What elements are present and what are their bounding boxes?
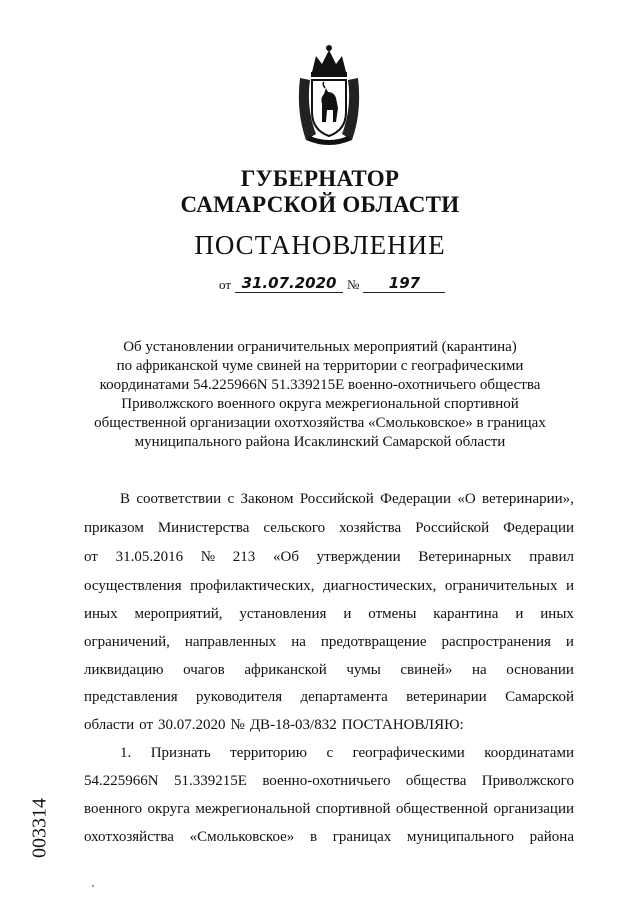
body-word: сельского	[263, 520, 326, 536]
body-line	[84, 548, 574, 567]
title-line: Об установлении ограничительных мероприятий (карантина)	[123, 339, 517, 355]
body-line	[84, 633, 574, 652]
body-line	[84, 577, 574, 596]
body-word: департамента	[300, 689, 388, 705]
body-word: района	[529, 829, 574, 845]
body-word: ДВ-18-03/832	[249, 717, 337, 733]
body-word: свиней»	[400, 662, 453, 678]
body-line	[84, 800, 574, 819]
body-word: утверждении	[316, 549, 401, 565]
title-line: Приволжского военного округа межрегиональной спортивной	[121, 396, 519, 412]
body-word: руководителя	[196, 689, 283, 705]
body-word: Признать	[150, 745, 211, 761]
body-line	[120, 490, 574, 509]
body-word: ПОСТАНОВЛЯЮ:	[341, 717, 464, 733]
body-word: Российской	[299, 491, 374, 507]
body-word: области	[84, 717, 135, 733]
title-line: муниципального района Исаклинский Самарской области	[134, 434, 506, 450]
body-word: общественной	[395, 801, 489, 817]
body-word: установления	[239, 606, 327, 622]
body-word: от	[139, 717, 154, 733]
body-line	[84, 772, 574, 791]
body-word: осуществления	[84, 578, 182, 594]
body-word: «О	[457, 491, 476, 507]
body-word: Министерства	[157, 520, 250, 536]
body-word: «Смольковское»	[189, 829, 295, 845]
body-word: Самарской	[505, 689, 574, 705]
body-word: правил	[529, 549, 574, 565]
body-word: 51.339215E	[174, 773, 247, 789]
body-word: иных	[84, 606, 118, 622]
body-word: на	[471, 662, 487, 678]
body-word: предотвращение	[320, 634, 427, 650]
date-number-line	[215, 275, 445, 293]
body-line	[84, 688, 574, 707]
body-word: Федерации	[503, 520, 574, 536]
body-word: координатами	[484, 745, 574, 761]
body-line	[84, 828, 574, 847]
scan-speck	[92, 885, 94, 887]
coat-of-arms-emblem	[292, 42, 366, 150]
title-line: по африканской чуме свиней на территории с географическими	[116, 358, 524, 374]
registration-number-text: 003314	[28, 798, 51, 858]
body-word: представления	[84, 689, 178, 705]
body-word: мероприятий,	[134, 606, 223, 622]
body-word: с	[326, 745, 334, 761]
body-word: В	[120, 491, 131, 507]
body-word: 31.05.2016	[115, 549, 184, 565]
document-type: ПОСТАНОВЛЕНИЕ	[194, 230, 446, 260]
body-word: «Об	[272, 549, 299, 565]
body-word: в	[309, 829, 318, 845]
body-word: общества	[405, 773, 467, 789]
body-word: округа	[147, 801, 190, 817]
body-word: диагностических,	[322, 578, 437, 594]
body-word: 30.07.2020	[158, 717, 226, 733]
body-word: от	[84, 549, 98, 565]
body-word: Федерации	[380, 491, 451, 507]
body-word: ликвидацию	[84, 662, 164, 678]
body-word: чумы	[346, 662, 381, 678]
title-line: общественной организации охотхозяйства «Смольковское» в границах	[94, 415, 546, 431]
body-word: Приволжского	[481, 773, 574, 789]
body-word: 54.225966N	[84, 773, 159, 789]
body-word: и	[515, 606, 524, 622]
body-word: межрегиональной	[195, 801, 311, 817]
body-word: ветеринарии	[406, 689, 487, 705]
paragraph-1-line	[120, 744, 574, 763]
body-word: №	[230, 717, 245, 733]
body-word: Российской	[415, 520, 490, 536]
number-prefix: №	[347, 276, 360, 292]
margin-registration-number	[22, 788, 58, 868]
body-word: территорию	[230, 745, 307, 761]
number-value: 197	[363, 275, 445, 293]
body-word: иных	[540, 606, 574, 622]
body-word: военно-охотничьего	[262, 773, 391, 789]
date-prefix: от	[219, 276, 232, 292]
body-word: Законом	[240, 491, 294, 507]
body-word: направленных	[184, 634, 277, 650]
date-value: 31.07.2020	[235, 275, 343, 293]
body-word: военного	[84, 801, 143, 817]
body-word: хозяйства	[339, 520, 402, 536]
body-word: отмены	[368, 606, 417, 622]
body-word: на	[291, 634, 306, 650]
body-line	[84, 519, 574, 538]
body-line	[84, 716, 574, 735]
body-word: соответствии	[136, 491, 222, 507]
body-word: №	[200, 549, 216, 565]
body-word: и	[565, 578, 574, 594]
body-word: и	[343, 606, 352, 622]
document-title	[60, 338, 580, 452]
authority-title-line1: ГУБЕРНАТОР	[240, 166, 400, 191]
body-word: географическими	[352, 745, 465, 761]
coat-of-arms-icon	[292, 42, 366, 150]
body-word: муниципального	[406, 829, 514, 845]
body-word: 213	[232, 549, 256, 565]
body-word: с	[227, 491, 235, 507]
body-word: профилактических,	[190, 578, 315, 594]
body-word: приказом	[84, 520, 144, 536]
body-word: основании	[506, 662, 574, 678]
body-word: границах	[332, 829, 392, 845]
body-word: африканской	[244, 662, 327, 678]
body-word: ограничительных	[444, 578, 558, 594]
body-word: карантина	[433, 606, 499, 622]
body-word: охотхозяйства	[84, 829, 174, 845]
authority-title-line2: САМАРСКОЙ ОБЛАСТИ	[180, 192, 460, 217]
body-word: и	[565, 634, 574, 650]
body-word: распространения	[441, 634, 551, 650]
body-word: очагов	[183, 662, 225, 678]
body-line	[84, 661, 574, 680]
body-line	[84, 605, 574, 624]
body-word: спортивной	[315, 801, 391, 817]
body-word: ветеринарии»,	[482, 491, 574, 507]
body-word: Ветеринарных	[418, 549, 512, 565]
body-word: 1.	[120, 745, 132, 761]
body-word: ограничений,	[84, 634, 170, 650]
title-line: координатами 54.225966N 51.339215E военно-охотничьего общества	[99, 377, 541, 393]
body-word: организации	[493, 801, 574, 817]
